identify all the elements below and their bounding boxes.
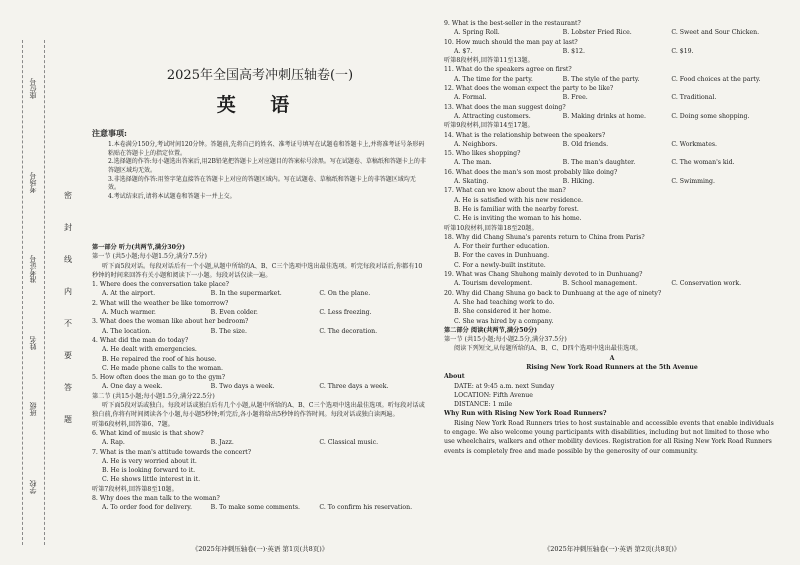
instruction-paragraph: 听下面5段对话。每段对话后有一个小题,从题中所给的A、B、C三个选项中选出最佳选项。听完每段对话后,你都有10秒钟的时间来回答有关小题和阅读下一小题。每段对话仅读一遍。 — [92, 262, 423, 279]
question-line: 17. What can we know about the man? — [444, 187, 566, 195]
class-label: 班级 — [29, 402, 37, 416]
question-line: 4. What did the man do today? — [92, 336, 189, 344]
answer-option: A. One day a week. — [102, 383, 163, 391]
question-line: 13. What does the man suggest doing? — [444, 103, 566, 111]
answer-option: B. The size. — [210, 327, 247, 335]
seal-char: 要 — [64, 351, 72, 360]
question-line: 12. What does the woman expect the party to be like? — [444, 85, 614, 93]
exam-title: 2025年全国高考冲刺压轴卷(一) — [166, 68, 354, 83]
page-1-content — [92, 243, 428, 513]
answer-option: A. Spring Roll. — [454, 29, 500, 37]
question-line: 8. Why does the man talk to the woman? — [92, 495, 220, 503]
question-line: 1. Where does the conversation take place? — [92, 281, 229, 289]
indented-line: DISTANCE: 1 mile — [454, 401, 513, 409]
answer-option: A. Attracting customers. — [454, 112, 531, 120]
answer-option: A. Neighbors. — [454, 140, 498, 148]
answer-option: A. The location. — [102, 327, 152, 335]
seal-line-text — [62, 40, 74, 545]
seal-char: 不 — [64, 319, 72, 328]
answer-option: A. To order food for delivery. — [102, 504, 192, 512]
instruction-paragraph: 阅读下列短文,从每题所给的A、B、C、D四个选项中选出最佳选项。 — [454, 345, 642, 353]
indented-line: C. For a newly-built institute. — [454, 261, 546, 269]
question-line: 18. Why did Chang Shuna's parents return to China from Paris? — [444, 233, 645, 241]
answer-option: C. Less freezing. — [319, 309, 372, 317]
answer-options — [92, 327, 428, 336]
question-line: 16. What does the man's son most probably like doing? — [444, 168, 618, 176]
page-1 — [92, 0, 428, 565]
answer-option: B. Even colder. — [210, 309, 258, 317]
answer-option: B. Lobster Fried Rice. — [562, 29, 632, 37]
note-item: 4.考试结束后,请将本试题卷和答题卡一并上交。 — [108, 193, 236, 201]
indented-line: A. He is very worried about it. — [102, 457, 197, 465]
answer-option: C. $19. — [671, 47, 694, 55]
question-line: 10. How much should the man pay at last? — [444, 38, 578, 46]
indented-line: LOCATION: Fifth Avenue — [454, 391, 533, 399]
binding-margin — [14, 40, 66, 545]
indented-line: C. He is inviting the woman to his home. — [454, 215, 582, 223]
answer-option: B. To make some comments. — [210, 504, 301, 512]
seal-char: 封 — [64, 223, 72, 232]
answer-option: C. On the plane. — [319, 290, 371, 298]
answer-option: B. Free. — [562, 94, 588, 102]
answer-options — [92, 289, 428, 298]
seal-char: 线 — [64, 255, 72, 264]
page-footer: 《2025年冲刺压轴卷(一)·英语 第2页(共8页)》 — [543, 545, 681, 553]
indented-line: B. He is looking forward to it. — [102, 467, 196, 475]
question-line: 听第7段材料,回答第8至10题。 — [92, 485, 178, 493]
indented-line: B. He repaired the roof of his house. — [102, 355, 217, 363]
answer-option: C. Three days a week. — [319, 383, 389, 391]
seal-char: 密 — [64, 191, 72, 200]
question-line: 3. What does the woman like about her bedroom? — [92, 318, 249, 326]
answer-option: B. The style of the party. — [562, 75, 640, 83]
answer-option: C. Doing some shopping. — [671, 112, 750, 120]
answer-option: B. In the supermarket. — [210, 290, 282, 298]
indented-line: C. He shows little interest in it. — [102, 476, 201, 484]
answer-options — [444, 28, 780, 37]
question-line: 19. What was Chang Shuhong mainly devoted to in Dunhuang? — [444, 271, 643, 279]
answer-option: A. Much warmer. — [102, 309, 156, 317]
answer-options — [92, 308, 428, 317]
answer-option: B. The man's daughter. — [562, 159, 636, 167]
question-line: 11. What do the speakers agree on first? — [444, 66, 572, 74]
section-heading: 第二部分 阅读(共两节,满分50分) — [444, 326, 538, 334]
page-2 — [444, 0, 780, 565]
indented-line: A. For their further education. — [454, 243, 550, 251]
answer-option: A. Rap. — [102, 439, 125, 447]
indented-line: B. She considered it her home. — [454, 308, 552, 316]
section-heading: About — [444, 373, 465, 381]
question-line: 第一节 (共5小题;每小题1.5分,满分7.5分) — [92, 253, 207, 261]
answer-option: A. At the airport. — [102, 290, 156, 298]
question-line: 第二节 (共15小题;每小题1.5分,满分22.5分) — [92, 392, 215, 400]
indented-line: DATE: at 9:45 a.m. next Sunday — [454, 382, 555, 390]
indented-line: B. He is familiar with the nearby forest. — [454, 205, 579, 213]
question-line: 9. What is the best-seller in the restaurant? — [444, 20, 581, 27]
answer-option: A. The time for the party. — [454, 75, 533, 83]
binding-line — [22, 40, 23, 545]
admission-number-label: 准考证号 — [29, 255, 37, 283]
answer-options — [444, 140, 780, 149]
indented-line: A. She had teaching work to do. — [454, 298, 555, 306]
answer-option: A. Formal. — [454, 94, 487, 102]
instruction-paragraph: 听下面5段对话或独白。每段对话或独白后有几个小题,从题中所给的A、B、C三个选项中选出最佳选项。听每段对话或独白前,你将有时间阅读各个小题,每小题5秒钟;听完后,各小题将给出5秒钟的作答时间。每段对话或独白读两遍。 — [92, 402, 425, 419]
answer-option: A. The man. — [454, 159, 492, 167]
question-line: 听第9段材料,回答第14至17题。 — [444, 122, 534, 130]
answer-options — [444, 177, 780, 186]
question-line: 14. What is the relationship between the speakers? — [444, 131, 606, 139]
answer-option: B. Making drinks at home. — [562, 112, 646, 120]
question-line: 听第10段材料,回答第18至20题。 — [444, 224, 538, 232]
answer-options — [444, 112, 780, 121]
note-item: 1.本卷满分150分,考试时间120分钟。答题前,先将自己的姓名、准考证号填写在试题卷和答题卡上,并将准考证号条形码粘贴在答题卡上的指定位置。 — [108, 141, 425, 157]
answer-options — [92, 438, 428, 447]
answer-option: A. $7. — [454, 47, 473, 55]
answer-option: B. $12. — [562, 47, 585, 55]
notes-list — [108, 141, 426, 202]
answer-option: C. Swimming. — [671, 178, 715, 186]
question-line: 7. What is the man's attitude towards the concert? — [92, 448, 252, 456]
seal-char: 内 — [64, 287, 72, 296]
name-label: 姓名 — [29, 336, 37, 350]
subject-title: 英 语 — [216, 94, 304, 116]
question-line: 15. Who likes shopping? — [444, 150, 521, 158]
answer-options — [444, 75, 780, 84]
section-heading: Why Run with Rising New York Road Runners? — [444, 410, 607, 418]
indented-line: C. She was hired by a company. — [454, 317, 554, 325]
answer-option: C. Classical music. — [319, 439, 379, 447]
section-heading: 第一部分 听力(共两节,满分30分) — [92, 244, 186, 251]
answer-option: C. The woman's kid. — [671, 159, 735, 167]
answer-options — [92, 382, 428, 391]
question-line: 5. How often does the man go to the gym? — [92, 374, 226, 382]
note-item: 2.选择题的作答:每小题选出答案后,用2B铅笔把答题卡上对应题目的答案标号涂黑。写在试题卷、草稿纸和答题卡上的非答题区域均无效。 — [108, 158, 426, 175]
question-line: 听第6段材料,回答第6、7题。 — [92, 420, 174, 428]
answer-option: C. Traditional. — [671, 94, 717, 102]
answer-option: B. Jazz. — [210, 439, 234, 447]
exam-room-label: 考场号 — [29, 172, 37, 193]
answer-options — [444, 158, 780, 167]
page-2-content — [444, 19, 780, 456]
answer-option: B. Old friends. — [562, 140, 609, 148]
answer-option: C. Food choices at the party. — [671, 75, 761, 83]
indented-line: B. For the caves in Dunhuang. — [454, 252, 550, 260]
note-item: 3.非选择题的作答:用签字笔直接答在答题卡上对应的答题区域内。写在试题卷、草稿纸和答题卡上的非答题区域均无效。 — [108, 175, 416, 192]
answer-option: C. Workmates. — [671, 140, 718, 148]
instruction-paragraph: Rising New York Road Runners tries to host sustainable and accessible events that enable individuals to engage. We also welcome young participants with disabilities, including but not limited to those who use wheelchairs, walkers and other mobility devices. Registration for all Rising New York Road Runners events is completely free and made possible by the generosity of our community. — [444, 419, 774, 455]
seat-number-label: 座位号 — [29, 78, 37, 99]
question-line: 20. Why did Chang Shuna go back to Dunhuang at the age of ninety? — [444, 289, 662, 297]
question-line: 2. What will the weather be like tomorrow? — [92, 299, 229, 307]
answer-options — [444, 93, 780, 102]
answer-option: A. Tourism development. — [454, 280, 533, 288]
answer-options — [92, 503, 428, 512]
page-footer: 《2025年冲刺压轴卷(一)·英语 第1页(共8页)》 — [191, 545, 329, 553]
school-label: 学校 — [29, 480, 37, 494]
question-line: 听第8段材料,回答第11至13题。 — [444, 57, 534, 65]
question-line: 6. What kind of music is that show? — [92, 429, 204, 437]
answer-option: C. To confirm his reservation. — [319, 504, 413, 512]
seal-char: 题 — [64, 415, 72, 424]
answer-option: B. Hiking. — [562, 178, 595, 186]
passage-heading: A — [609, 354, 615, 362]
answer-option: C. Sweet and Sour Chicken. — [671, 29, 760, 37]
answer-option: B. School management. — [562, 280, 638, 288]
answer-option: C. The decoration. — [319, 327, 378, 335]
answer-option: B. Two days a week. — [210, 383, 275, 391]
answer-option: A. Skating. — [454, 178, 489, 186]
question-line: 第一节 (共15小题;每小题2.5分,满分37.5分) — [444, 336, 567, 344]
indented-line: A. He is satisfied with his new residence. — [454, 196, 583, 204]
answer-options — [444, 47, 780, 56]
indented-line: C. He made phone calls to the woman. — [102, 364, 223, 372]
binding-line — [44, 40, 45, 545]
answer-options — [444, 279, 780, 288]
notes-heading: 注意事项: — [92, 128, 127, 138]
passage-heading: Rising New York Road Runners at the 5th Avenue — [526, 363, 698, 371]
answer-option: C. Conservation work. — [671, 280, 742, 288]
indented-line: A. He dealt with emergencies. — [102, 346, 197, 354]
seal-char: 答 — [64, 383, 72, 392]
